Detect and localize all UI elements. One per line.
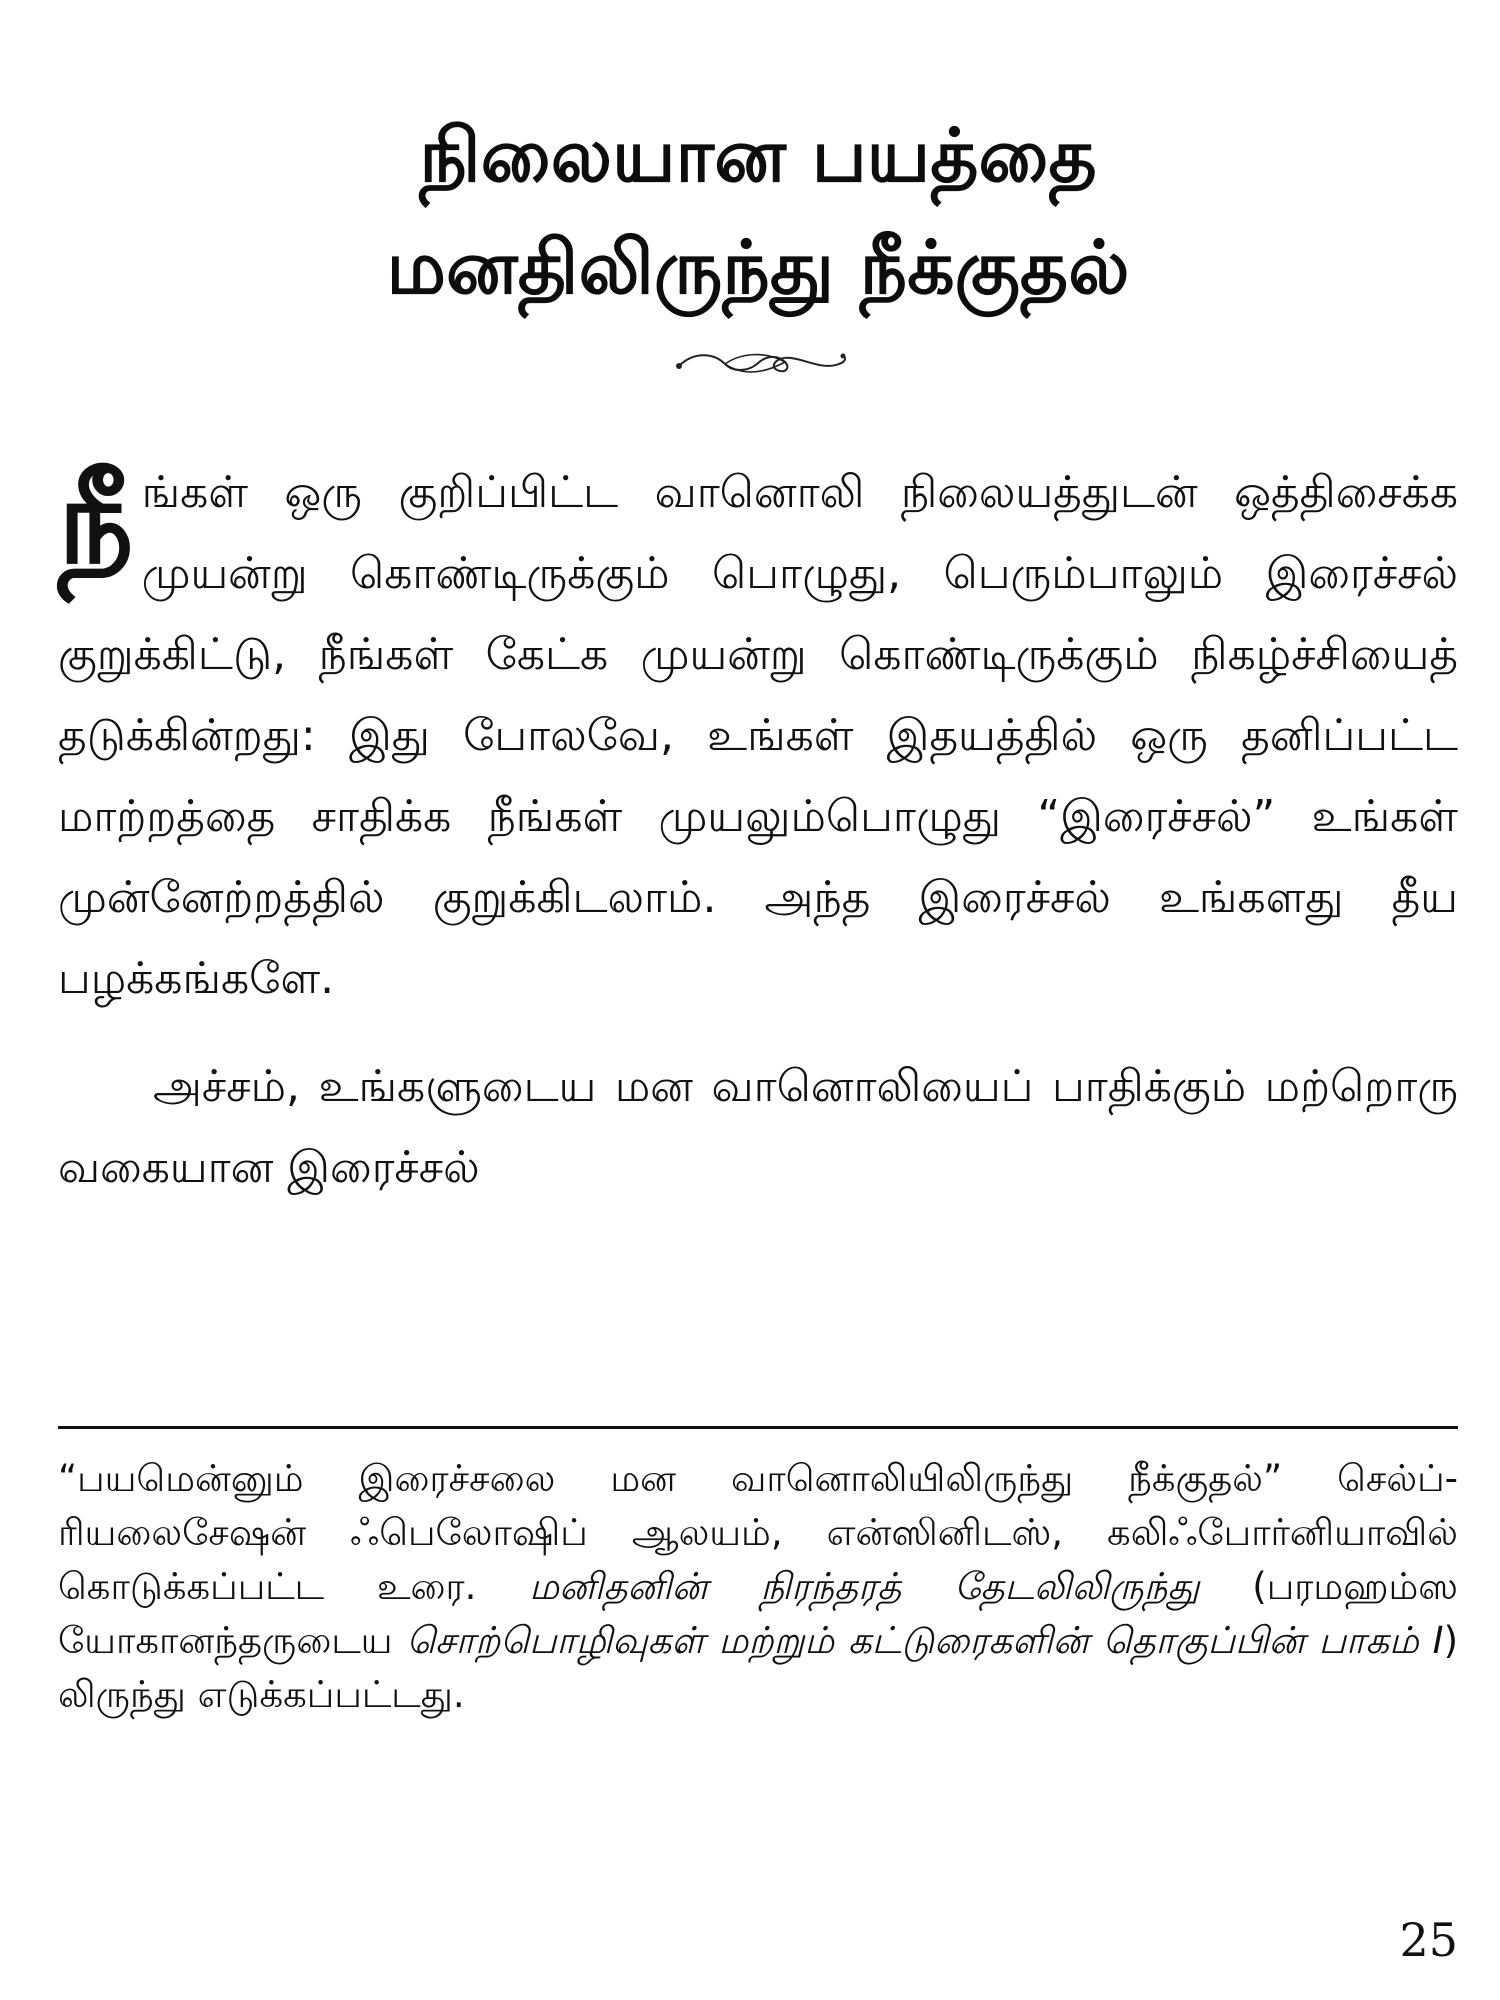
chapter-title-line-2: மனதிலிருந்து நீக்குதல் [386, 225, 1130, 311]
footnote-divider [58, 1426, 1458, 1429]
body-text [58, 452, 1458, 1208]
chapter-title-line-1: நிலையான பயத்தை [419, 113, 1097, 199]
book-page [58, 0, 1458, 2000]
drop-cap: நீ [58, 452, 134, 590]
paragraph-1-text: ங்கள் ஒரு குறிப்பிட்ட வானொலி நிலையத்துடன் ஒத்திசைக்க முயன்று கொண்டிருக்கும் பொழுது, பெரும்பாலும் இரைச்சல் குறுக்கிட்டு, நீங்கள் கேட்க முயன்று கொண்டிருக்கும் நிகழ்ச்சியைத் தடுக்கின்றது: இது போலவே, உங்கள் இதயத்தில் ஒரு தனிப்பட்ட மாற்றத்தை சாதிக்க நீங்கள் முயலும்பொழுது “இரைச்சல்” உங்கள் முன்னேற்றத்தில் குறுக்கிடலாம். அந்த இரைச்சல் உங்களது தீய பழக்கங்களே. [58, 467, 1458, 1004]
chapter-title [58, 100, 1458, 324]
footnote-text-3: ) லிருந்து எடுக்கப்பட்டது. [58, 1619, 1458, 1716]
footnote-book-title: மனிதனின் நிரந்தரத் தேடலிலிருந்து [529, 1565, 1200, 1608]
flourish-ornament-icon [673, 340, 853, 386]
footnote-text-2: (பரமஹம்ஸ யோகானந்தருடைய [58, 1565, 1459, 1662]
paragraph-1 [58, 452, 1458, 1019]
footnote-text-1: “பயமென்னும் இரைச்சலை மன வானொலியிலிருந்து நீக்குதல்” செல்ப்-ரியலைசேஷன் ஃபெலோஷிப் ஆலயம், என்ஸினிடஸ், கலிஃபோர்னியாவில் கொடுக்கப்பட்ட உரை. [58, 1457, 1458, 1608]
footnote [58, 1452, 1458, 1722]
page-number: 25 [1399, 1913, 1458, 1967]
paragraph-2: அச்சம், உங்களுடைய மன வானொலியைப் பாதிக்கும் மற்றொரு வகையான இரைச்சல் [58, 1061, 1458, 1193]
footnote-collection-title: சொற்பொழிவுகள் மற்றும் கட்டுரைகளின் தொகுப்பின் பாகம் I [406, 1619, 1444, 1662]
